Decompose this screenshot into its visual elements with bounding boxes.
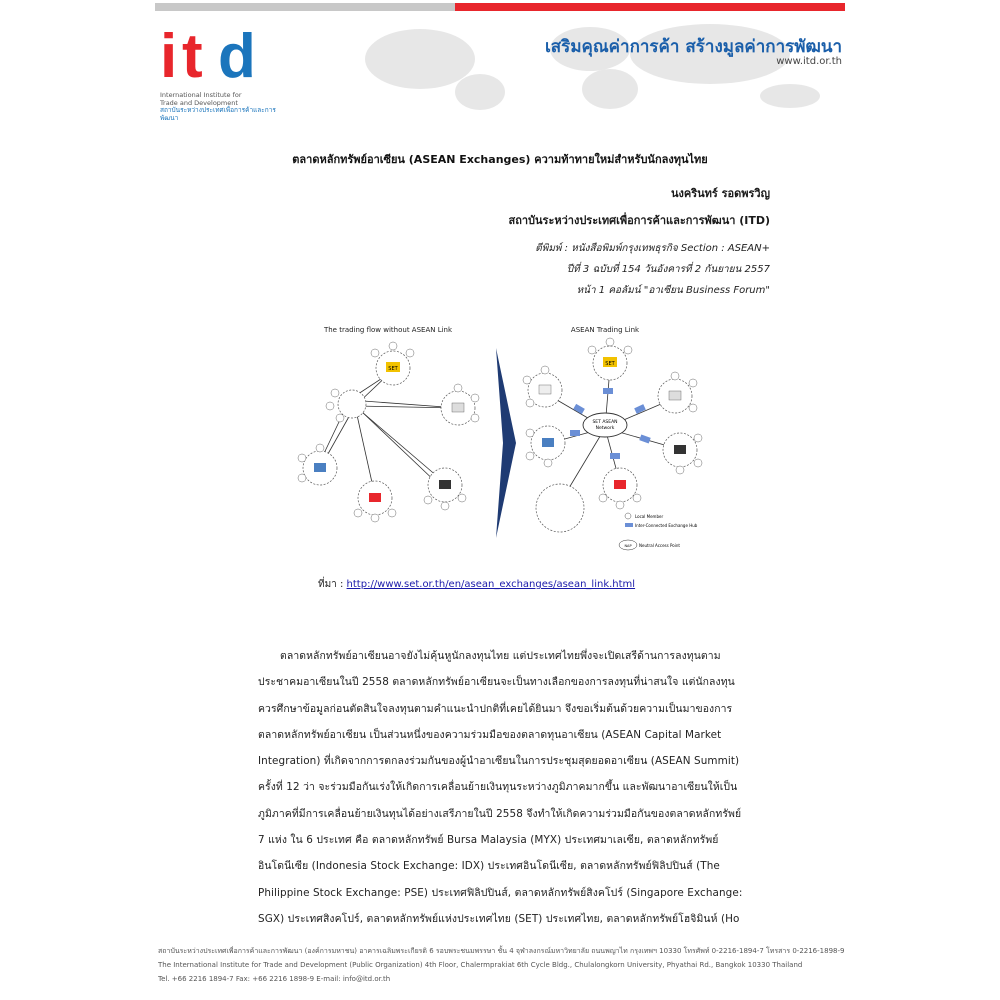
- diagram-left-title: The trading flow without ASEAN Link: [323, 326, 453, 334]
- header-grey-bar: [155, 3, 455, 11]
- logo-subtitle: [160, 92, 280, 122]
- left-set-label: SET: [388, 366, 398, 372]
- logo-letter-i: i: [160, 22, 178, 91]
- source-label: ที่มา :: [318, 579, 344, 590]
- source-link[interactable]: http://www.set.or.th/en/asean_exchanges/asean_link.html: [346, 579, 636, 590]
- transition-arrow: [496, 348, 516, 538]
- asean-link-diagram: [290, 318, 715, 568]
- article-org: สถาบันระหว่างประเทศเพื่อการค้าและการพัฒนา (ITD): [508, 214, 770, 227]
- left-clusters: [303, 351, 475, 515]
- article-title: ตลาดหลักทรัพย์อาเซียน (ASEAN Exchanges) ความท้าทายใหม่สำหรับนักลงทุนไทย: [292, 153, 708, 166]
- article-body: [258, 643, 774, 932]
- publication-line-1: ตีพิมพ์ : หนังสือพิมพ์กรุงเทพธุรกิจ Section : ASEAN+: [535, 243, 770, 254]
- hub-ellipse: [583, 413, 627, 437]
- legend-hub: Inter-Connected Exchange Hub: [635, 523, 698, 528]
- hub-label-1: SET ASEAN: [592, 420, 618, 425]
- page-footer: [158, 944, 848, 986]
- body-line: ตลาดหลักทรัพย์อาเซียนอาจยังไม่คุ้นหูนักลงทุนไทย แต่ประเทศไทยพึ่งจะเปิดเสรีด้านการลงทุนตาม: [280, 650, 721, 662]
- right-set-label: SET: [605, 361, 615, 367]
- legend-nap: Neutral Access Point: [639, 543, 680, 548]
- logo-sub-en-2: Trade and Development: [160, 98, 238, 107]
- footer-line: The International Institute for Trade and Development (Public Organization) 4th Floor, Chalermprakiat 6th Cycle Bldg., Chulalongkorn University, Phyathai Rd., Bangkok 10330 Thailand: [158, 961, 803, 969]
- header-website[interactable]: www.itd.or.th: [776, 56, 842, 67]
- body-line: ภูมิภาคที่มีการเคลื่อนย้ายเงินทุนได้อย่างเสรีภายในปี 2558 จึงทำให้เกิดความร่วมมือกันของตลาดหลักทรัพย์: [258, 807, 742, 820]
- body-line: SGX) ประเทศสิงคโปร์, ตลาดหลักทรัพย์แห่งประเทศไทย (SET) ประเทศไทย, ตลาดหลักทรัพย์โฮจิมินห์ (Ho: [258, 912, 740, 925]
- body-line: ประชาคมอาเซียนในปี 2558 ตลาดหลักทรัพย์อาเซียนจะเป็นทางเลือกของการลงทุนที่น่าสนใจ แต่นักลงทุน: [258, 676, 735, 689]
- itd-logo: [160, 22, 280, 122]
- publication-line-2: ปีที่ 3 ฉบับที่ 154 วันอังคารที่ 2 กันยายน 2557: [566, 264, 770, 275]
- publication-line-3: หน้า 1 คอลัมน์ "อาเซียน Business Forum": [576, 285, 770, 296]
- diagram-right-title: ASEAN Trading Link: [570, 326, 640, 334]
- footer-line: สถาบันระหว่างประเทศเพื่อการค้าและการพัฒนา (องค์การมหาชน) อาคารเฉลิมพระเกียรติ 6 รอบพระชนมพรรษา ชั้น 4 จุฬาลงกรณ์มหาวิทยาลัย ถนนพญาไท กรุงเทพฯ 10330 โทรศัพท์ 0-2216-1894-7 โทรสาร 0-2216-1898-9: [158, 947, 845, 955]
- body-line: ครั้งที่ 12 ว่า จะร่วมมือกันเร่งให้เกิดการเคลื่อนย้ายเงินทุนระหว่างภูมิภาคมากขึ้น และพัฒนาอาเซียนให้เป็น: [258, 781, 738, 794]
- logo-sub-th: สถาบันระหว่างประเทศเพื่อการค้าและการพัฒนา: [160, 106, 276, 122]
- legend-nap-short: NAP: [624, 544, 632, 548]
- header-tagline: เสริมคุณค่าการค้า สร้างมูลค่าการพัฒนา: [545, 37, 842, 57]
- article-author: นงครินทร์ รอดพรวิญ: [670, 187, 770, 200]
- body-line: ตลาดหลักทรัพย์อาเซียน เป็นส่วนหนึ่งของความร่วมมือของตลาดทุนอาเซียน (ASEAN Capital Market: [258, 728, 722, 741]
- footer-line: Tel. +66 2216 1894-7 Fax: +66 2216 1898-9 E-mail: info@itd.or.th: [158, 975, 391, 983]
- body-line: Philippine Stock Exchange: PSE) ประเทศฟิลิปปินส์, ตลาดหลักทรัพย์สิงคโปร์ (Singapore Exchange:: [258, 886, 743, 899]
- logo-sub-en-1: International Institute for: [160, 91, 242, 99]
- hub-label-2: Network: [595, 426, 615, 431]
- image-source: [318, 577, 635, 592]
- body-line: Integration) ที่เกิดจากการตกลงร่วมกันของผู้นำอาเซียนในการประชุมสุดยอดอาเซียน (ASEAN Summit): [258, 755, 740, 768]
- body-line: อินโดนีเซีย (Indonesia Stock Exchange: IDX) ประเทศอินโดนีเซีย, ตลาดหลักทรัพย์ฟิลิปปินส์ (The: [258, 860, 720, 873]
- world-map-watermark: [360, 14, 845, 114]
- logo-letter-d: d: [218, 22, 256, 91]
- logo-letter-t: t: [182, 22, 203, 91]
- body-line: 7 แห่ง ใน 6 ประเทศ คือ ตลาดหลักทรัพย์ Bursa Malaysia (MYX) ประเทศมาเลเซีย, ตลาดหลักทรัพย์: [258, 834, 719, 847]
- body-line: ควรศึกษาข้อมูลก่อนตัดสินใจลงทุนตามคำแนะนำปกติที่เคยได้ยินมา จึงขอเริ่มต้นด้วยความเป็นมาของการ: [258, 702, 733, 715]
- diagram-legend: [619, 513, 698, 550]
- legend-local-member: Local Member: [635, 514, 664, 519]
